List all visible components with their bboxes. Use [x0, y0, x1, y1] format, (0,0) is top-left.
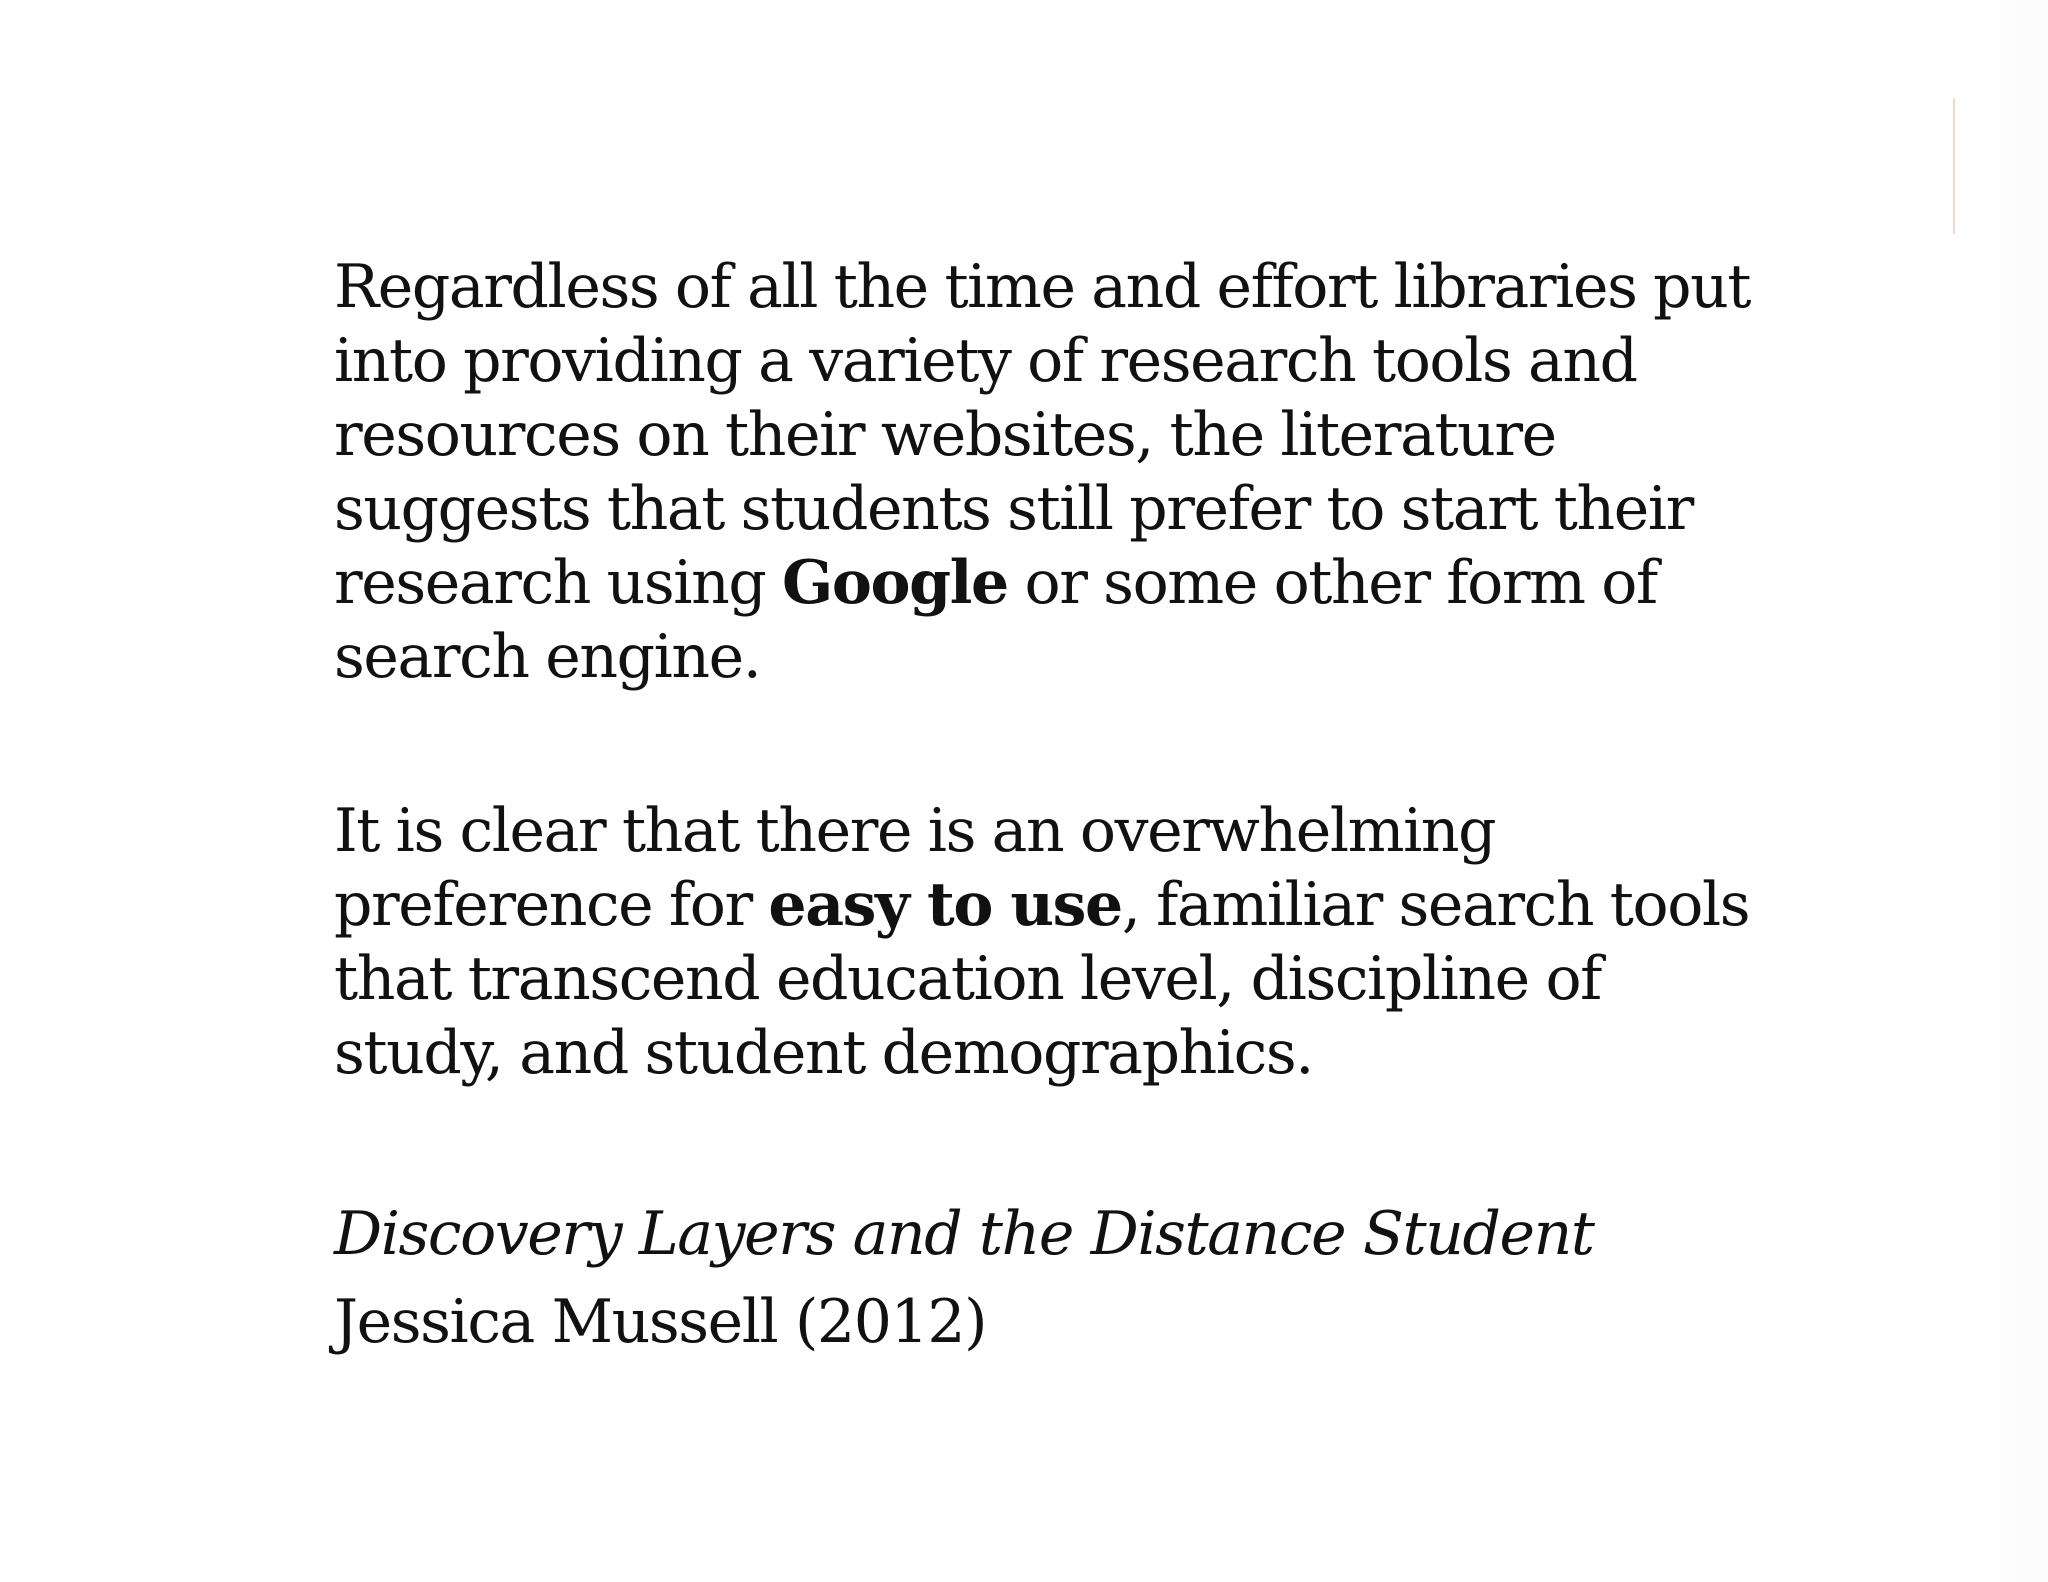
quote-paragraph-2: [334, 794, 1774, 1090]
citation-title: Discovery Layers and the Distance Student: [334, 1199, 1594, 1269]
slide-body: [334, 250, 1774, 1366]
quote-paragraph-1-emphasis: Google: [782, 548, 1008, 618]
accent-divider: [1953, 98, 1955, 234]
quote-paragraph-2-emphasis: easy to use: [768, 870, 1122, 940]
quote-paragraph-1-text-end: or some other form of search engine.: [334, 548, 1657, 692]
quote-paragraph-1-text-start: Regardless of all the time and effort libraries put into providing a variety of research tools and resources on their websites, the literature suggests that students still prefer to start their research using: [334, 252, 1751, 618]
quote-paragraph-1: [334, 250, 1774, 694]
citation: [334, 1190, 1774, 1366]
slide-edge-shade: [1970, 0, 2048, 1582]
citation-author: Jessica Mussell (2012): [334, 1287, 987, 1357]
quote-paragraph-2-text-end: , familiar search tools that transcend education level, discipline of study, and student demographics.: [334, 870, 1750, 1088]
quote-paragraph-2-text-start: It is clear that there is an overwhelming preference for: [334, 796, 1496, 940]
